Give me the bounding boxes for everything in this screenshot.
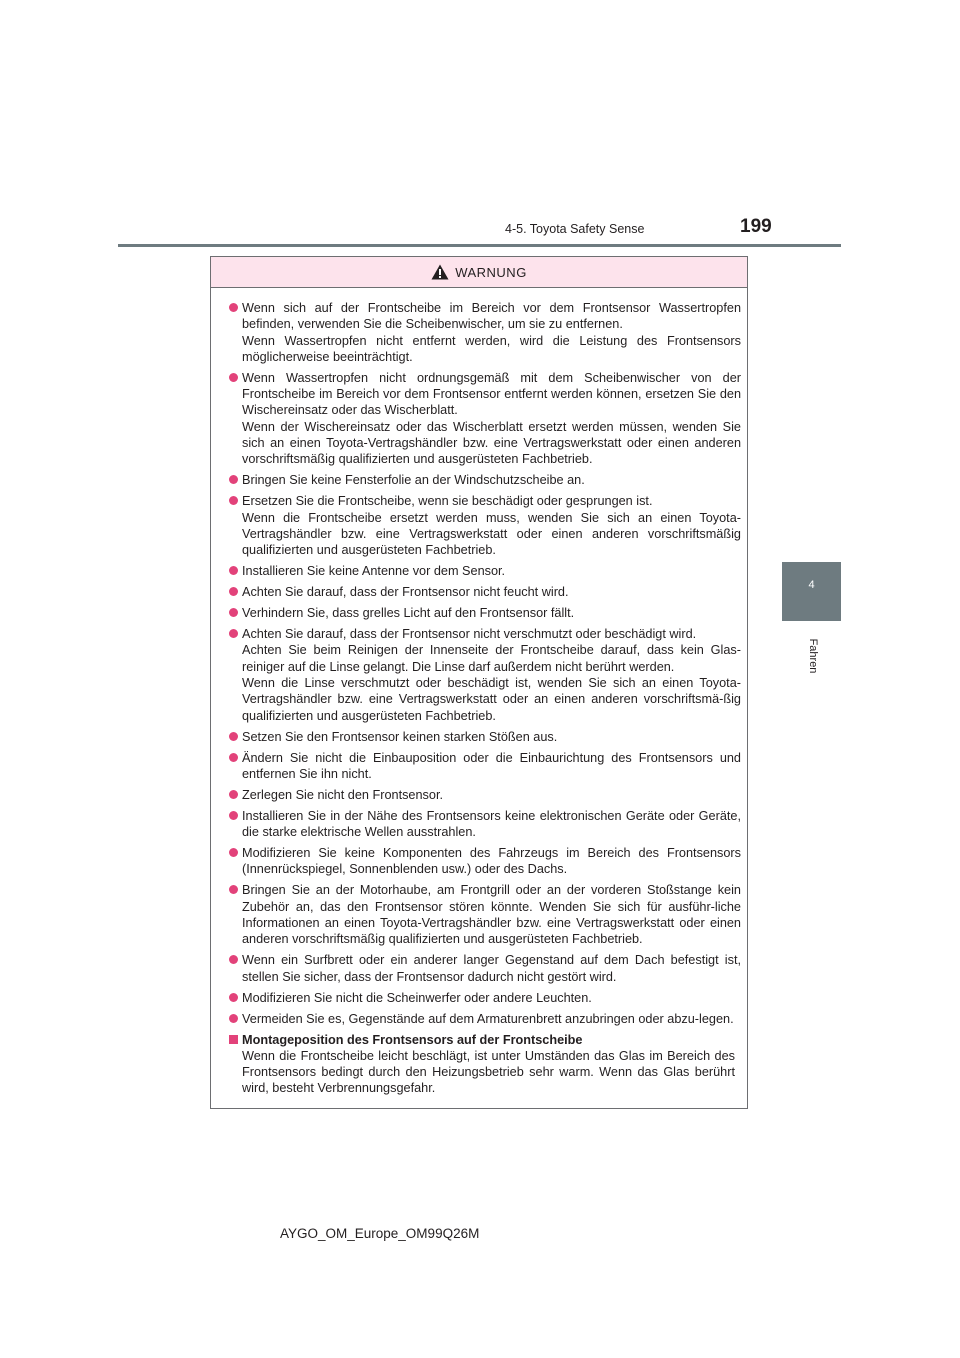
bullet-icon [229, 1014, 238, 1023]
warning-list [229, 300, 741, 1027]
header-divider [118, 244, 841, 247]
warning-item [229, 787, 741, 803]
bullet-icon [229, 303, 238, 312]
warning-item-text: Vermeiden Sie es, Gegenstände auf dem Armaturenbrett anzubringen oder abzu-legen. [242, 1011, 734, 1026]
chapter-number: 4 [808, 579, 815, 591]
warning-item-text: Wenn Wassertropfen nicht ordnungsgemäß mit dem Scheibenwischer von der Frontscheibe im Bereich vor dem Frontsensor entfernt werden können, ersetzen Sie den Wischereinsatz oder das Wischerblatt. [242, 370, 741, 418]
bullet-icon [229, 629, 238, 638]
warning-item-text: Modifizieren Sie keine Komponenten des Fahrzeugs im Bereich des Frontsensors (Innenrückspiegel, Sonnenblenden usw.) oder des Dachs. [242, 846, 741, 877]
chapter-tab[interactable] [782, 562, 841, 621]
warning-item-text: Ändern Sie nicht die Einbauposition oder die Einbaurichtung des Frontsensors und entfernen Sie ihn nicht. [242, 750, 741, 781]
warning-item [229, 882, 741, 947]
bullet-icon [229, 566, 238, 575]
warning-item [229, 990, 741, 1006]
bullet-icon [229, 608, 238, 617]
warning-item-text: Verhindern Sie, dass grelles Licht auf den Frontsensor fällt. [242, 606, 575, 621]
warning-item-text: Wenn die Frontscheibe ersetzt werden muss, wenden Sie sich an einen Toyota-Vertragshändler bzw. eine Vertragswerkstatt oder einen anderen vorschriftsmäßig qualifizierten und ausgerüsteten Fachbetrieb. [242, 510, 741, 558]
square-bullet-icon [229, 1035, 238, 1044]
subsection-title: Montageposition des Frontsensors auf der Frontscheibe [242, 1032, 583, 1047]
warning-item [229, 729, 741, 745]
warning-item [229, 626, 741, 724]
warning-item [229, 1011, 741, 1027]
warning-item [229, 584, 741, 600]
warning-item [229, 605, 741, 621]
warning-body [211, 288, 747, 1097]
bullet-icon [229, 496, 238, 505]
section-title: 4-5. Toyota Safety Sense [505, 222, 645, 236]
subsection [229, 1032, 741, 1097]
warning-item [229, 952, 741, 985]
warning-item [229, 493, 741, 558]
chapter-label [806, 626, 820, 686]
warning-item [229, 370, 741, 468]
warning-item-text: Zerlegen Sie nicht den Frontsensor. [242, 787, 443, 802]
warning-item [229, 472, 741, 488]
bullet-icon [229, 587, 238, 596]
warning-item-text: Ersetzen Sie die Frontscheibe, wenn sie beschädigt oder gesprungen ist. [242, 494, 653, 509]
bullet-icon [229, 373, 238, 382]
bullet-icon [229, 848, 238, 857]
warning-item-text: Installieren Sie keine Antenne vor dem Sensor. [242, 564, 506, 579]
warning-item-text: Wenn der Wischereinsatz oder das Wischerblatt ersetzt werden müssen, wenden Sie sich an einen Toyota-Vertragshändler bzw. eine Vertragswerkstatt oder einen anderen vorschriftsmäßig qualifizierten und ausgerüsteten Fachbetrieb. [242, 419, 741, 467]
bullet-icon [229, 811, 238, 820]
document-code: AYGO_OM_Europe_OM99Q26M [280, 1226, 480, 1241]
warning-item-text: Bringen Sie an der Motorhaube, am Frontgrill oder an der vorderen Stoßstange kein Zubehör an, das den Frontsensor stören könnte. Wenden Sie sich für ausführ-liche Informationen an einen Toyota-Vertragshändler bzw. eine Vertragswerkstatt oder einen anderen vorschriftsmäßig qualifizierten und ausgerüsteten Fachbetrieb. [242, 883, 741, 947]
bullet-icon [229, 790, 238, 799]
page-number: 199 [740, 216, 772, 237]
warning-item [229, 563, 741, 579]
warning-item-text: Bringen Sie keine Fensterfolie an der Windschutzscheibe an. [242, 473, 585, 488]
warning-item-text: Achten Sie darauf, dass der Frontsensor nicht verschmutzt oder beschädigt wird. [242, 627, 697, 642]
warning-item-text: Achten Sie darauf, dass der Frontsensor nicht feucht wird. [242, 585, 569, 600]
warning-item [229, 845, 741, 878]
bullet-icon [229, 993, 238, 1002]
bullet-icon [229, 753, 238, 762]
warning-item-text: Modifizieren Sie nicht die Scheinwerfer oder andere Leuchten. [242, 990, 592, 1005]
bullet-icon [229, 732, 238, 741]
warning-item [229, 750, 741, 783]
warning-item-text: Wenn die Linse verschmutzt oder beschädigt ist, wenden Sie sich an einen Toyota-Vertragshändler bzw. eine Vertragswerkstatt oder an einen anderen vorschriftsmä-ßig qualifizierten und ausgerüsteten Fachbetrieb. [242, 676, 741, 723]
warning-item [229, 808, 741, 841]
bullet-icon [229, 475, 238, 484]
warning-item-text: Setzen Sie den Frontsensor keinen starken Stößen aus. [242, 729, 558, 744]
warning-item-text: Wenn Wassertropfen nicht entfernt werden, wird die Leistung des Frontsensors möglicherweise beeinträchtigt. [242, 333, 741, 364]
warning-item-text: Wenn ein Surfbrett oder ein anderer langer Gegenstand auf dem Dach befestigt ist, stellen Sie sicher, dass der Frontsensor dadurch nicht gestört wird. [242, 953, 741, 984]
warning-item-text: Installieren Sie in der Nähe des Frontsensors keine elektronischen Geräte oder Geräte, die starke elektrische Wellen ausstrahlen. [242, 808, 741, 840]
warning-box [210, 256, 748, 1109]
warning-header [211, 257, 747, 288]
warning-item-text: Achten Sie beim Reinigen der Innenseite der Frontscheibe darauf, dass kein Glas-reiniger auf die Linse gelangt. Die Linse darf außerdem nicht berührt werden. [242, 643, 741, 674]
bullet-icon [229, 955, 238, 964]
warning-item [229, 300, 741, 365]
warning-triangle-icon [431, 264, 449, 280]
warning-item-text: Wenn sich auf der Frontscheibe im Bereich vor dem Frontsensor Wassertropfen befinden, verwenden Sie die Scheibenwischer, um sie zu entfernen. [242, 301, 741, 332]
warning-title: WARNUNG [455, 264, 527, 280]
bullet-icon [229, 885, 238, 894]
chapter-label-text: Fahren [807, 638, 819, 674]
subsection-text: Wenn die Frontscheibe leicht beschlägt, ist unter Umständen das Glas im Bereich des Frontsensors bedingt durch den Heizungsbetrieb sehr warm. Wenn das Glas berührt wird, besteht Verbrennungsgefahr. [242, 1048, 735, 1096]
